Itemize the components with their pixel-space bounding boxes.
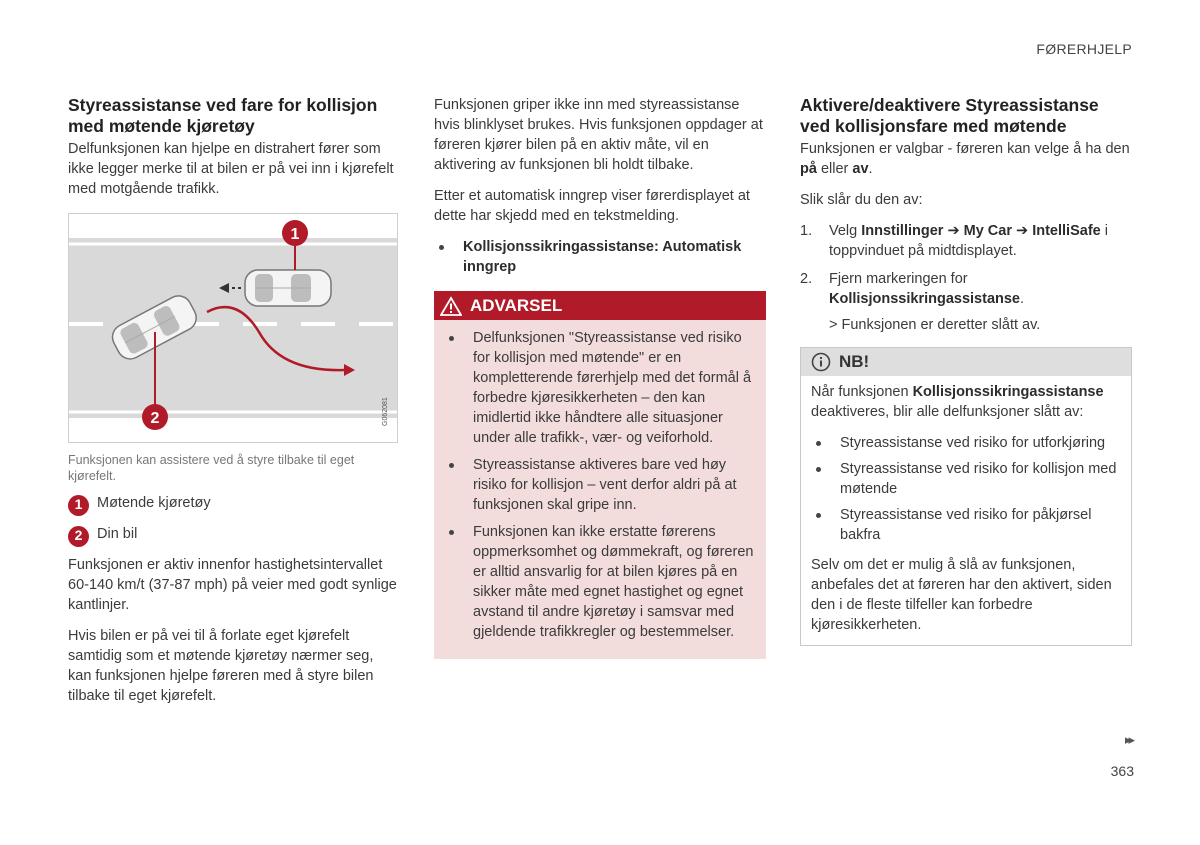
next-page-icon: ▸▸ — [1124, 732, 1132, 747]
blinker-paragraph: Funksjonen griper ikke inn med styreassistanse hvis blinklyset brukes. Hvis funksjonen oppdager at føreren kjører bilen på en aktiv måte, vil en aktivering av funksjonen bli holdt tilbake. — [434, 97, 763, 173]
road-illustration — [69, 214, 397, 442]
arrow-right-icon: ➔ — [943, 223, 964, 239]
function-paragraph: Hvis bilen er på vei til å forlate eget kjørefelt samtidig som et møtende kjøretøy nærmer seg, kan funksjonen hjelpe føreren med å styre bilen tilbake til eget kjørefelt. — [68, 627, 374, 704]
note-intro: Når funksjonen Kollisjonssikringassistanse deaktiveres, blir alle delfunksjoner slått av: — [811, 384, 1104, 420]
warning-title: ADVARSEL — [470, 295, 563, 315]
message-list — [434, 237, 766, 277]
info-icon — [811, 352, 831, 372]
oncoming-car — [245, 270, 331, 306]
legend-text: Din bil — [97, 525, 138, 542]
steps-list — [800, 221, 1132, 309]
note-body — [801, 376, 1131, 635]
legend-item — [68, 493, 398, 516]
arrow-right-icon: ➔ — [1012, 223, 1033, 239]
menu-path: Innstillinger ➔ My Car ➔ IntelliSafe — [861, 223, 1101, 239]
display-message: Kollisjonssikringassistanse: Automatisk inngrep — [434, 237, 766, 277]
step-item: 1. Velg Innstillinger ➔ My Car ➔ IntelliSafe i toppvinduet på midtdisplayet. — [800, 223, 1108, 259]
warning-box — [434, 291, 766, 659]
legend-text: Møtende kjøretøy — [97, 494, 211, 511]
section-header: FØRERHJELP — [1036, 41, 1132, 57]
callout-1 — [282, 220, 308, 246]
warning-item: Funksjonen kan ikke erstatte førerens oppmerksomhet og dømmekraft, og føreren er alltid ansvarlig for at bilen kjøres på en sikker måte med egnet hastighet og egnet avstand til andre kjøretøy i samsvar med gjeldende trafikkregler og bestemmelser. — [444, 522, 756, 642]
svg-text:1: 1 — [290, 226, 300, 243]
figure-code: G062081 — [382, 397, 389, 426]
note-item: Styreassistanse ved risiko for påkjørsel bakfra — [811, 505, 1121, 545]
step-item: 2. Fjern markeringen for Kollisjonssikringassistanse. — [800, 271, 1025, 307]
note-outro: Selv om det er mulig å slå av funksjonen, anbefales det at føreren har den aktivert, siden den i de fleste tilfeller kan forbedre kjøresikkerheten. — [811, 557, 1112, 633]
section-heading: Aktivere/deaktivere Styreassistanse ved kollisjonsfare med møtende — [800, 95, 1099, 136]
section-heading: Styreassistanse ved fare for kollisjon med møtende kjøretøy — [68, 95, 378, 136]
legend-item — [68, 524, 398, 547]
display-paragraph: Etter et automatisk inngrep viser førerdisplayet at dette har skjedd med en tekstmelding. — [434, 188, 750, 224]
note-list — [811, 433, 1121, 545]
warning-item: Delfunksjonen "Styreassistanse ved risiko for kollisjon med møtende" er en kompletterende førerhjelp med det formål å forbedre kjøresikkerheten – den kan imidlertid ikke håndtere alle situasjoner under alle trafikk-, vær- og veiforhold. — [444, 328, 756, 448]
legend-number: 1 — [68, 495, 89, 516]
note-item: Styreassistanse ved risiko for utforkjøring — [811, 433, 1121, 453]
note-item: Styreassistanse ved risiko for kollisjon med møtende — [811, 459, 1121, 499]
note-title: NB! — [839, 352, 870, 372]
column-middle — [434, 95, 766, 659]
warning-triangle-icon — [440, 296, 462, 316]
legend-number: 2 — [68, 526, 89, 547]
note-box — [800, 347, 1132, 646]
column-left — [68, 95, 398, 717]
column-right — [800, 95, 1132, 646]
illustration-figure — [68, 213, 398, 443]
svg-text:2: 2 — [150, 410, 160, 427]
howto-text: Slik slår du den av: — [800, 192, 923, 208]
figure-caption: Funksjonen kan assistere ved å styre tilbake til eget kjørefelt. — [68, 453, 355, 484]
page-number: 363 — [1110, 763, 1134, 779]
intro-paragraph: Funksjonen er valgbar - føreren kan velge å ha den på eller av. — [800, 141, 1130, 177]
warning-item: Styreassistanse aktiveres bare ved høy risiko for kollisjon – vent derfor aldri på at funksjonen skal gripe inn. — [444, 455, 756, 515]
intro-paragraph: Delfunksjonen kan hjelpe en distrahert fører som ikke legger merke til at bilen er på vei inn i kjørefelt med motgående trafikk. — [68, 141, 394, 197]
speed-paragraph: Funksjonen er aktiv innenfor hastighetsintervallet 60-140 km/t (37-87 mph) på veier med godt synlige kantlinjer. — [68, 556, 397, 613]
warning-list — [434, 320, 766, 642]
callout-2 — [142, 404, 168, 430]
warning-header — [434, 291, 766, 320]
step-result: > Funksjonen er deretter slått av. — [829, 317, 1041, 333]
note-header — [801, 348, 1131, 376]
